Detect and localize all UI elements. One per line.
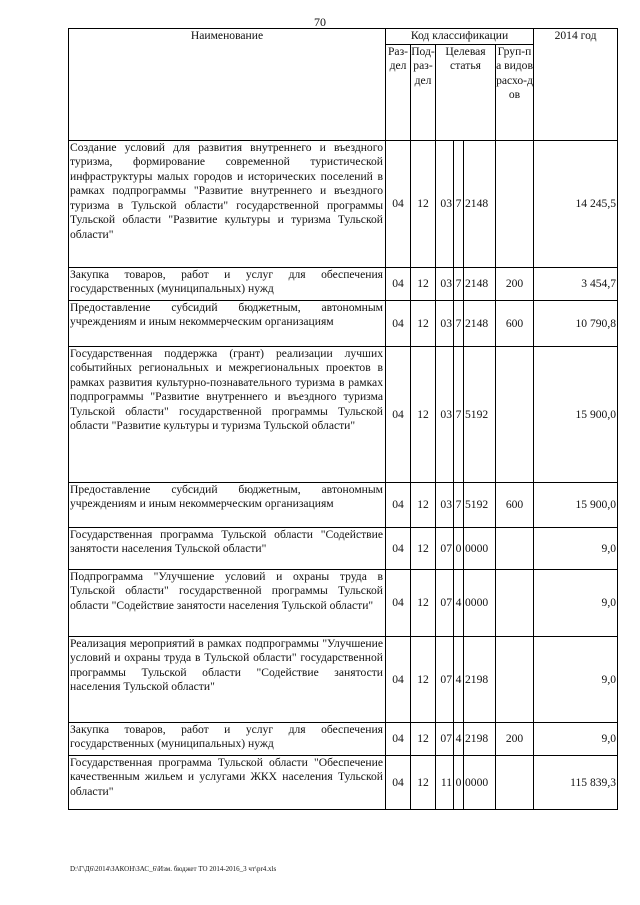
- row-podrazdel: 12: [411, 527, 436, 569]
- row-target-article-part3: 2198: [464, 722, 496, 755]
- row-podrazdel: 12: [411, 300, 436, 346]
- row-podrazdel: 12: [411, 755, 436, 809]
- header-name: Наименование: [69, 29, 386, 141]
- row-target-article-part3: 2148: [464, 140, 496, 267]
- row-razdel: 04: [386, 267, 411, 300]
- header-podrazdel: Под-раз-дел: [411, 44, 436, 140]
- row-amount-2014: 9,0: [534, 722, 618, 755]
- row-target-article-part2: 7: [454, 482, 464, 527]
- row-target-article-part1: 03: [436, 482, 454, 527]
- row-target-article-part2: 7: [454, 267, 464, 300]
- row-amount-2014: 14 245,5: [534, 140, 618, 267]
- header-year: 2014 год: [534, 29, 618, 141]
- row-target-article-part1: 11: [436, 755, 454, 809]
- row-target-article-part2: 7: [454, 140, 464, 267]
- row-expense-group: [496, 636, 534, 722]
- header-razdel: Раз-дел: [386, 44, 411, 140]
- row-razdel: 04: [386, 482, 411, 527]
- row-target-article-part2: 0: [454, 755, 464, 809]
- row-target-article-part2: 4: [454, 722, 464, 755]
- row-podrazdel: 12: [411, 140, 436, 267]
- row-expense-group: [496, 527, 534, 569]
- row-expense-group: 200: [496, 722, 534, 755]
- row-razdel: 04: [386, 569, 411, 636]
- row-amount-2014: 10 790,8: [534, 300, 618, 346]
- table-row: [69, 267, 618, 300]
- row-target-article-part2: 7: [454, 346, 464, 482]
- row-amount-2014: 15 900,0: [534, 482, 618, 527]
- row-podrazdel: 12: [411, 722, 436, 755]
- row-target-article-part3: 2148: [464, 267, 496, 300]
- row-name: Подпрограмма "Улучшение условий и охраны труда в Тульской области" государственной программы Тульской области "Содействие занятости населения Тульской области": [69, 569, 386, 636]
- row-name: Предоставление субсидий бюджетным, автономным учреждениям и иным некоммерческим организациям: [69, 482, 386, 527]
- row-name: Предоставление субсидий бюджетным, автономным учреждениям и иным некоммерческим организациям: [69, 300, 386, 346]
- row-amount-2014: 115 839,3: [534, 755, 618, 809]
- row-podrazdel: 12: [411, 569, 436, 636]
- row-podrazdel: 12: [411, 636, 436, 722]
- table-row: [69, 755, 618, 809]
- row-amount-2014: 3 454,7: [534, 267, 618, 300]
- row-target-article-part3: 0000: [464, 755, 496, 809]
- row-target-article-part2: 4: [454, 569, 464, 636]
- row-target-article-part1: 03: [436, 140, 454, 267]
- row-target-article-part2: 4: [454, 636, 464, 722]
- header-gruppa: Груп-па видов расхо-дов: [496, 44, 534, 140]
- row-razdel: 04: [386, 722, 411, 755]
- row-target-article-part2: 0: [454, 527, 464, 569]
- row-name: Государственная программа Тульской области "Содействие занятости населения Тульской области": [69, 527, 386, 569]
- row-target-article-part1: 07: [436, 569, 454, 636]
- row-razdel: 04: [386, 140, 411, 267]
- row-expense-group: 600: [496, 482, 534, 527]
- row-name: Создание условий для развития внутреннего и въездного туризма, формирование современной туристической инфраструктуры малых городов и исторических поселений в рамках подпрограммы "Развитие внутреннего и въездного туризма в Тульской области" государственной программы Тульской области "Развитие культуры и туризма Тульской области": [69, 140, 386, 267]
- row-expense-group: [496, 569, 534, 636]
- row-target-article-part1: 03: [436, 267, 454, 300]
- file-path-footer: D:\Г\Д6\2014\ЗАКОН\ЗАС_6\Изм. бюджет ТО 2014-2016_3 чт\pr4.xls: [70, 865, 277, 873]
- row-name: Закупка товаров, работ и услуг для обеспечения государственных (муниципальных) нужд: [69, 267, 386, 300]
- row-name: Государственная программа Тульской области "Обеспечение качественным жильем и услугами ЖКХ населения Тульской области": [69, 755, 386, 809]
- row-target-article-part1: 07: [436, 636, 454, 722]
- header-classification: Код классификации: [386, 29, 534, 45]
- header-celevaya: Целевая статья: [436, 44, 496, 140]
- row-target-article-part3: 2198: [464, 636, 496, 722]
- table-row: [69, 636, 618, 722]
- row-amount-2014: 9,0: [534, 636, 618, 722]
- row-target-article-part3: 2148: [464, 300, 496, 346]
- row-expense-group: 600: [496, 300, 534, 346]
- budget-table: [68, 28, 618, 810]
- table-row: [69, 569, 618, 636]
- row-razdel: 04: [386, 636, 411, 722]
- table-row: [69, 722, 618, 755]
- row-target-article-part1: 03: [436, 300, 454, 346]
- row-expense-group: 200: [496, 267, 534, 300]
- row-amount-2014: 9,0: [534, 569, 618, 636]
- table-row: [69, 346, 618, 482]
- row-razdel: 04: [386, 755, 411, 809]
- row-podrazdel: 12: [411, 482, 436, 527]
- table-row: [69, 300, 618, 346]
- row-expense-group: [496, 140, 534, 267]
- row-target-article-part1: 03: [436, 346, 454, 482]
- row-expense-group: [496, 346, 534, 482]
- row-razdel: 04: [386, 346, 411, 482]
- table-row: [69, 140, 618, 267]
- row-target-article-part3: 0000: [464, 569, 496, 636]
- row-expense-group: [496, 755, 534, 809]
- row-target-article-part3: 5192: [464, 346, 496, 482]
- row-target-article-part3: 5192: [464, 482, 496, 527]
- row-name: Государственная поддержка (грант) реализации лучших событийных региональных и межрегиональных проектов в рамках развития культурно-познавательного туризма в рамках подпрограммы "Развитие внутреннего и въездного туризма Тульской области" государственной программы Тульской области "Развитие культуры и туризма Тульской области": [69, 346, 386, 482]
- row-podrazdel: 12: [411, 346, 436, 482]
- row-razdel: 04: [386, 300, 411, 346]
- table-row: [69, 527, 618, 569]
- row-target-article-part1: 07: [436, 722, 454, 755]
- row-amount-2014: 15 900,0: [534, 346, 618, 482]
- page-number: 70: [314, 15, 326, 29]
- row-razdel: 04: [386, 527, 411, 569]
- row-target-article-part2: 7: [454, 300, 464, 346]
- row-amount-2014: 9,0: [534, 527, 618, 569]
- row-name: Закупка товаров, работ и услуг для обеспечения государственных (муниципальных) нужд: [69, 722, 386, 755]
- row-podrazdel: 12: [411, 267, 436, 300]
- table-header-row: [69, 29, 618, 45]
- row-target-article-part1: 07: [436, 527, 454, 569]
- row-target-article-part3: 0000: [464, 527, 496, 569]
- table-row: [69, 482, 618, 527]
- row-name: Реализация мероприятий в рамках подпрограммы "Улучшение условий и охраны труда в Тульской области" государственной программы Тульской области "Содействие занятости населения Тульской области": [69, 636, 386, 722]
